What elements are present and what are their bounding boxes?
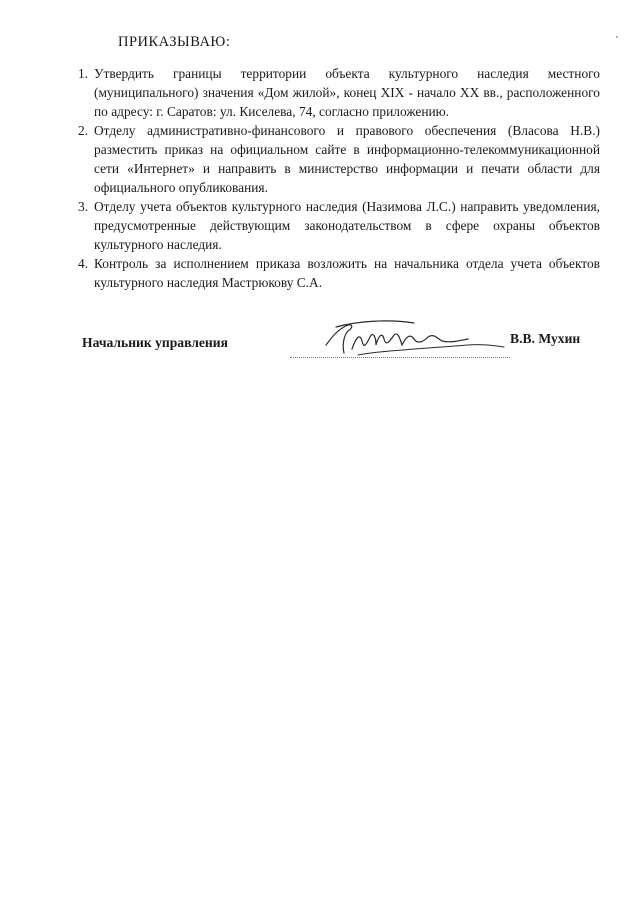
scan-speck (616, 36, 618, 38)
order-item (78, 197, 600, 254)
order-item-text: Отделу учета объектов культурного наследия (Назимова Л.С.) направить уведомления, предусмотренные действующим законодательством в сфере охраны объектов культурного наследия. (94, 199, 600, 252)
signer-name: В.В. Мухин (510, 331, 581, 346)
order-item (78, 121, 600, 197)
signature-block (0, 315, 640, 365)
order-item-text: Контроль за исполнением приказа возложить на начальника отдела учета объектов культурного наследия Мастрюкову С.А. (94, 256, 600, 290)
order-item-number: 3. (78, 199, 89, 214)
order-item (78, 254, 600, 292)
order-item-number: 4. (78, 256, 89, 271)
handwritten-signature-icon (318, 315, 508, 363)
order-item-number: 2. (78, 123, 89, 138)
signer-position: Начальник управления (82, 335, 228, 350)
order-item-text: Отделу административно-финансового и правового обеспечения (Власова Н.В.) разместить приказ на официальном сайте в информационно-телекоммуникационной сети «Интернет» и направить в министерство информации и печати области для официального опубликования. (94, 123, 600, 195)
order-items-list (78, 64, 600, 292)
order-item-number: 1. (78, 66, 89, 81)
order-heading: ПРИКАЗЫВАЮ: (118, 34, 231, 50)
order-item (78, 64, 600, 121)
order-item-text: Утвердить границы территории объекта культурного наследия местного (муниципального) значения «Дом жилой», конец XIX - начало XX вв., расположенного по адресу: г. Саратов: ул. Киселева, 74, согласно приложению. (94, 66, 600, 119)
